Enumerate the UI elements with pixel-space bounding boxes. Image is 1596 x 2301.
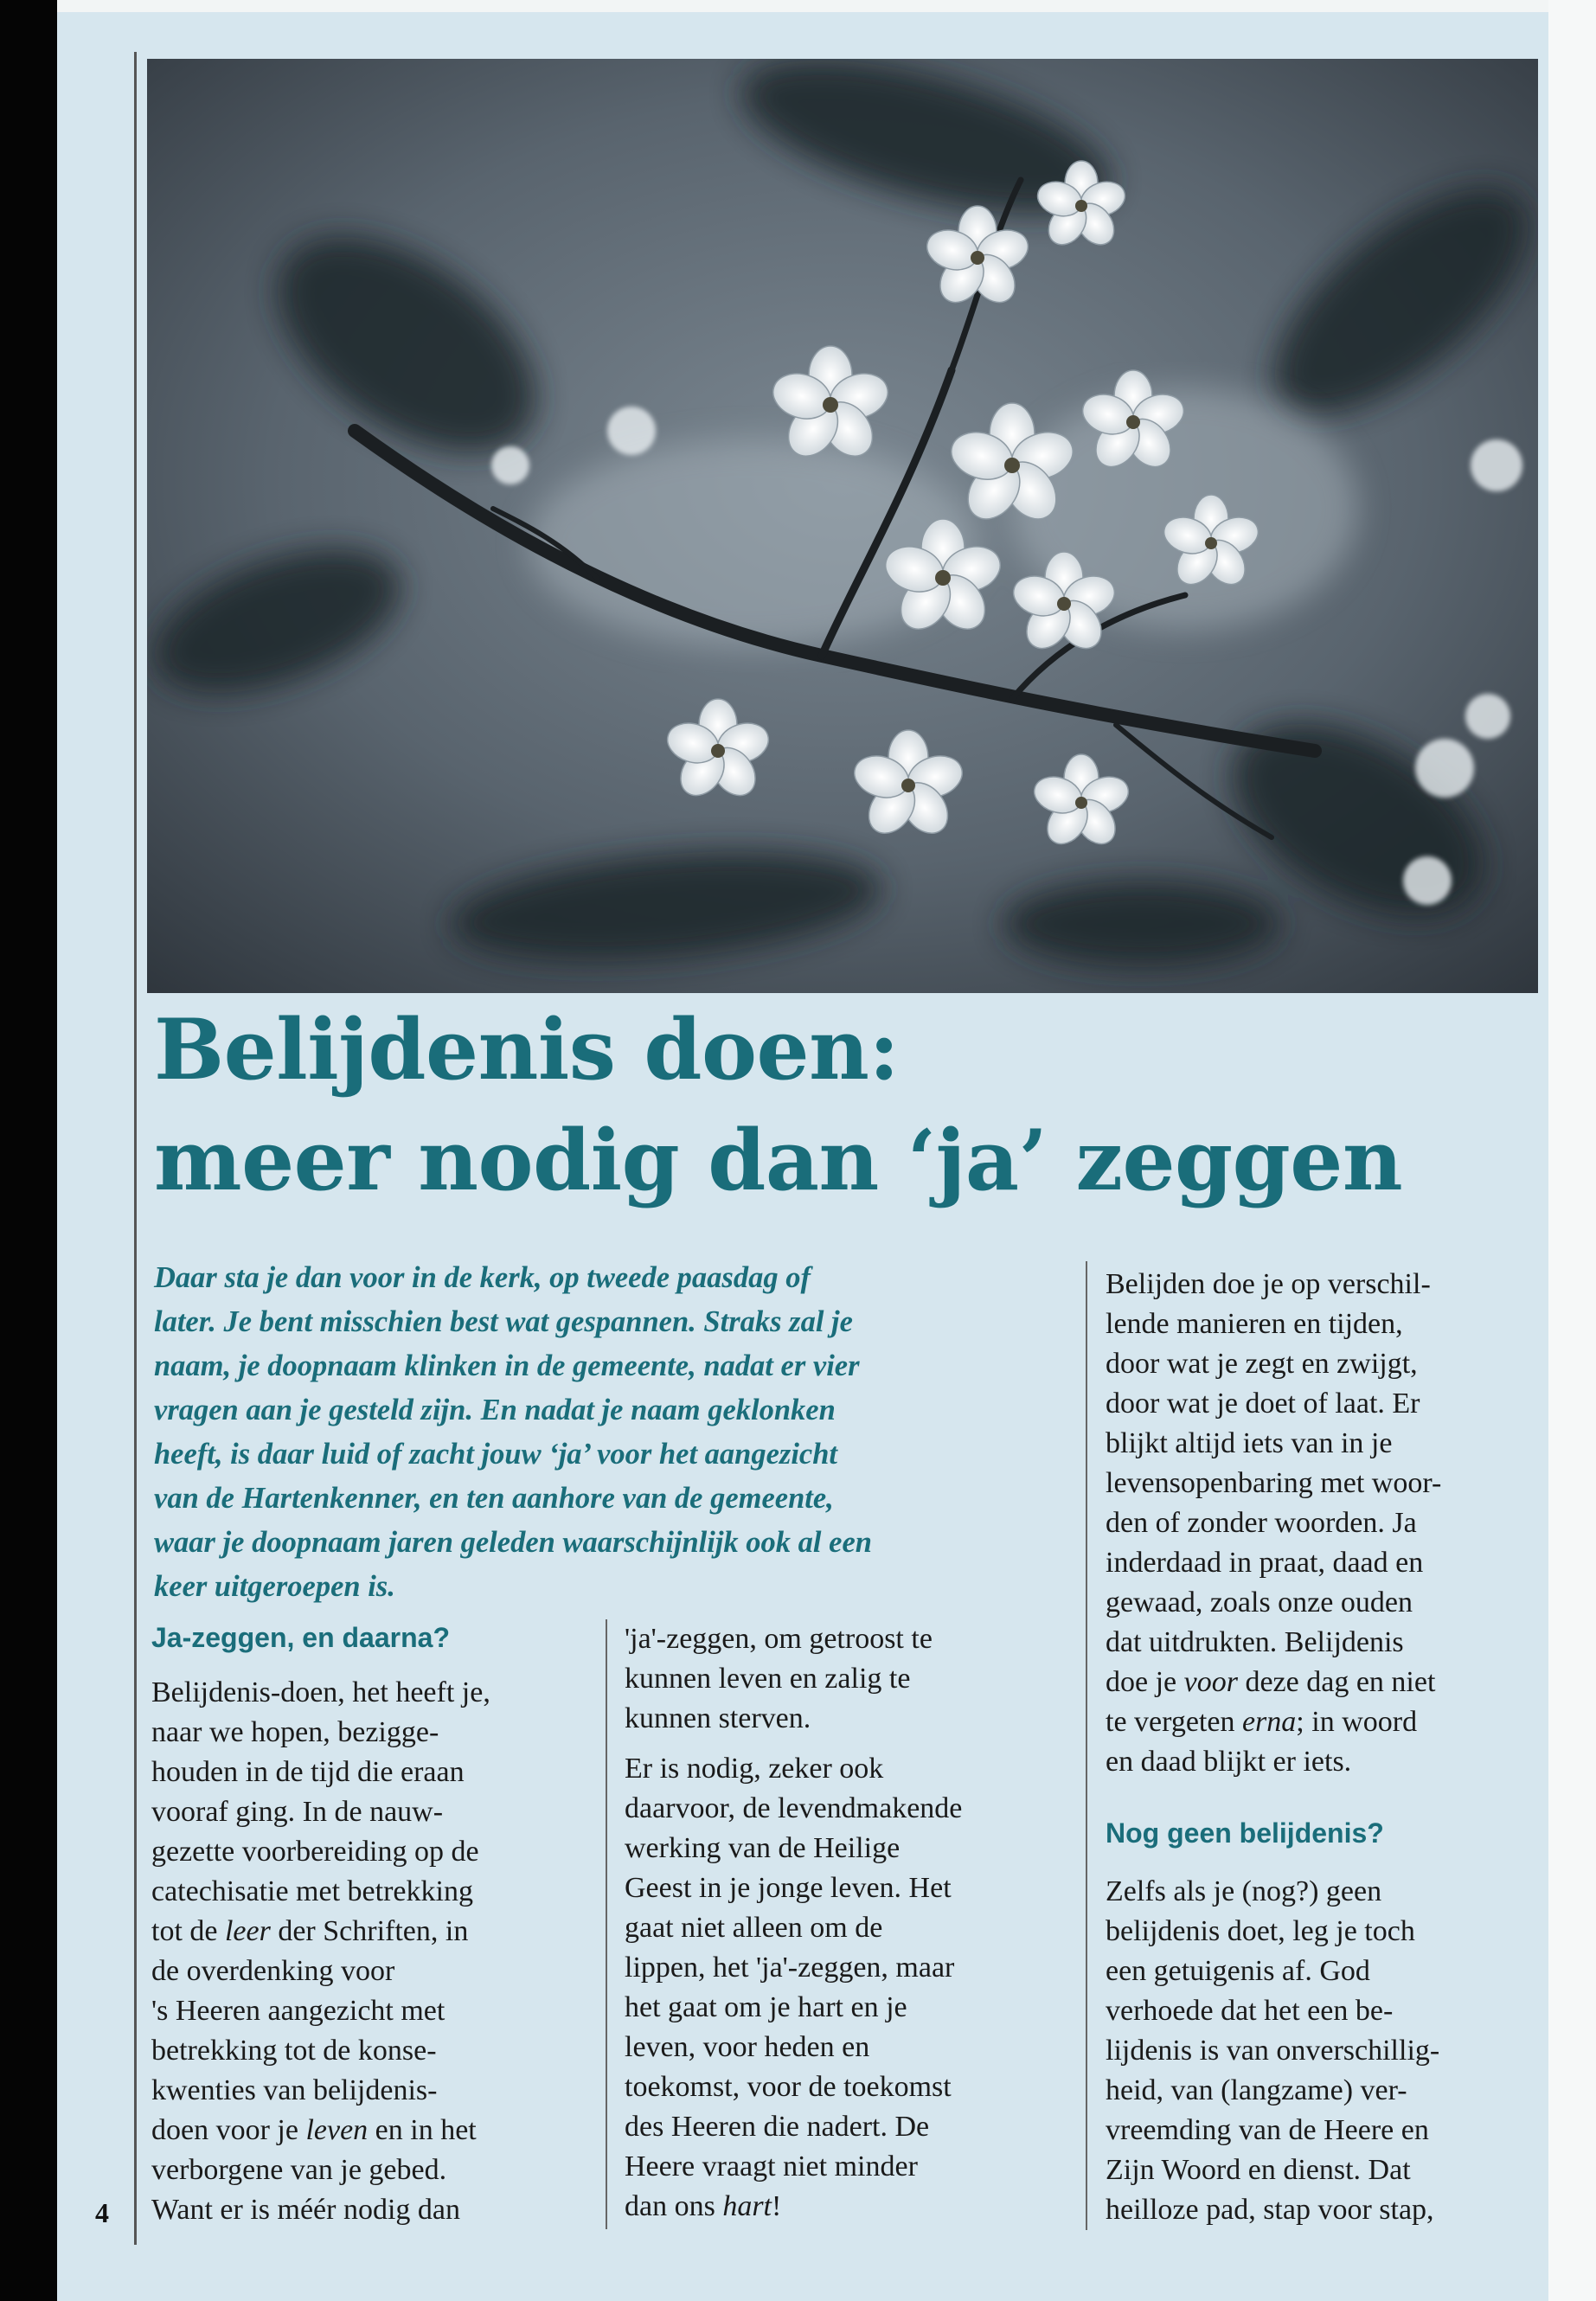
scan-edge-left bbox=[0, 0, 57, 2301]
text-column-1 bbox=[151, 1618, 584, 2230]
text-line: verborgene van je gebed. bbox=[151, 2154, 447, 2186]
text-line: leven, voor heden en bbox=[625, 2031, 870, 2063]
emphasis: hart bbox=[722, 2190, 772, 2222]
text-line: kunnen leven en zalig te bbox=[625, 1663, 911, 1695]
text-line bbox=[151, 1912, 584, 1952]
section-heading: Ja-zeggen, en daarna? bbox=[151, 1622, 450, 1653]
blossom-photo bbox=[147, 59, 1538, 993]
text-line: levensopenbaring met woor- bbox=[1106, 1467, 1442, 1499]
text-span: doen voor je bbox=[151, 2114, 306, 2146]
text-span: te vergeten bbox=[1106, 1706, 1242, 1738]
text-line: het gaat om je hart en je bbox=[625, 1991, 907, 2023]
text-span: ; in woord bbox=[1296, 1706, 1418, 1738]
text-line bbox=[1106, 1702, 1538, 1742]
text-line: 'ja'-zeggen, om getroost te bbox=[625, 1623, 933, 1655]
text-line: belijdenis doet, leg je toch bbox=[1106, 1915, 1415, 1947]
text-line: des Heeren die nadert. De bbox=[625, 2111, 930, 2143]
text-line bbox=[1106, 1663, 1538, 1702]
text-span: der Schriften, in bbox=[270, 1915, 469, 1947]
text-line: lijdenis is van onverschillig- bbox=[1106, 2035, 1440, 2067]
text-line: lende manieren en tijden, bbox=[1106, 1308, 1403, 1340]
text-line: heilloze pad, stap voor stap, bbox=[1106, 2194, 1434, 2226]
emphasis: erna bbox=[1241, 1706, 1297, 1738]
text-line: betrekking tot de konse- bbox=[151, 2035, 437, 2067]
text-line: Heere vraagt niet minder bbox=[625, 2150, 918, 2182]
emphasis: leven bbox=[305, 2114, 369, 2146]
page-number: 4 bbox=[95, 2197, 109, 2228]
text-span: tot de bbox=[151, 1915, 225, 1947]
text-line: lippen, het 'ja'-zeggen, maar bbox=[625, 1952, 955, 1984]
text-line: Belijdenis-doen, het heeft je, bbox=[151, 1676, 490, 1708]
text-line: Er is nodig, zeker ook bbox=[625, 1753, 884, 1785]
text-line bbox=[625, 2187, 1066, 2227]
scan-edge-top bbox=[57, 0, 1548, 12]
text-line: 's Heeren aangezicht met bbox=[151, 1995, 445, 2027]
text-column-2 bbox=[625, 1619, 1066, 2227]
text-line: inderdaad in praat, daad en bbox=[1106, 1547, 1424, 1579]
blossom-illustration bbox=[147, 59, 1538, 993]
text-line: Want er is méér nodig dan bbox=[151, 2194, 460, 2226]
margin-rule bbox=[134, 52, 137, 2245]
intro-lead bbox=[154, 1256, 1071, 1609]
text-span: dan ons bbox=[625, 2190, 723, 2222]
column-rule bbox=[606, 1619, 607, 2229]
text-line: vreemding van de Heere en bbox=[1106, 2114, 1429, 2146]
text-line: houden in de tijd die eraan bbox=[151, 1756, 465, 1788]
text-line: gaat niet alleen om de bbox=[625, 1912, 883, 1944]
emphasis: leer bbox=[224, 1915, 271, 1947]
intro-line: later. Je bent misschien best wat gespannen. Straks zal je bbox=[154, 1305, 853, 1338]
text-line: daarvoor, de levendmakende bbox=[625, 1792, 963, 1824]
intro-line: van de Hartenkenner, en ten aanhore van de gemeente, bbox=[154, 1482, 834, 1515]
text-line: kunnen sterven. bbox=[625, 1702, 811, 1734]
intro-line: naam, je doopnaam klinken in de gemeente, nadat er vier bbox=[154, 1349, 860, 1382]
text-line: een getuigenis af. God bbox=[1106, 1955, 1370, 1987]
intro-line: vragen aan je gesteld zijn. En nadat je naam geklonken bbox=[154, 1394, 836, 1426]
text-line: Belijden doe je op verschil- bbox=[1106, 1268, 1431, 1300]
text-line: gezette voorbereiding op de bbox=[151, 1836, 479, 1868]
text-line: Zijn Woord en dienst. Dat bbox=[1106, 2154, 1411, 2186]
text-line: den of zonder woorden. Ja bbox=[1106, 1507, 1417, 1539]
text-span: ! bbox=[772, 2190, 782, 2222]
scan-edge-right bbox=[1548, 0, 1596, 2301]
text-line: dat uitdrukten. Belijdenis bbox=[1106, 1626, 1404, 1658]
intro-line: heeft, is daar luid of zacht jouw ‘ja’ voor het aangezicht bbox=[154, 1438, 838, 1471]
text-line: werking van de Heilige bbox=[625, 1832, 901, 1864]
text-line: catechisatie met betrekking bbox=[151, 1875, 473, 1907]
text-span: doe je bbox=[1106, 1666, 1184, 1698]
page-title bbox=[154, 995, 1538, 1216]
text-line: Geest in je jonge leven. Het bbox=[625, 1872, 952, 1904]
text-line: kwenties van belijdenis- bbox=[151, 2074, 438, 2106]
emphasis: voor bbox=[1183, 1666, 1238, 1698]
intro-line: Daar sta je dan voor in de kerk, op tweede paasdag of bbox=[154, 1261, 811, 1294]
text-line: toekomst, voor de toekomst bbox=[625, 2071, 952, 2103]
text-line: heid, van (langzame) ver- bbox=[1106, 2074, 1407, 2106]
text-column-3 bbox=[1106, 1265, 1538, 2230]
text-span: deze dag en niet bbox=[1237, 1666, 1436, 1698]
column-rule bbox=[1086, 1261, 1087, 2230]
text-line: Zelfs als je (nog?) geen bbox=[1106, 1875, 1382, 1907]
text-line: door wat je zegt en zwijgt, bbox=[1106, 1348, 1418, 1380]
text-line: naar we hopen, bezigge- bbox=[151, 1716, 439, 1748]
text-span: en in het bbox=[368, 2114, 477, 2146]
text-line: de overdenking voor bbox=[151, 1955, 395, 1987]
text-line: blijkt altijd iets van in je bbox=[1106, 1427, 1393, 1459]
intro-line: keer uitgeroepen is. bbox=[154, 1570, 395, 1603]
text-line: vooraf ging. In de nauw- bbox=[151, 1796, 444, 1828]
title-line-1: Belijdenis doen: bbox=[154, 1001, 900, 1099]
title-line-2: meer nodig dan ‘ja’ zeggen bbox=[154, 1112, 1403, 1209]
text-line: door wat je doet of laat. Er bbox=[1106, 1388, 1420, 1420]
text-line: verhoede dat het een be- bbox=[1106, 1995, 1394, 2027]
section-heading: Nog geen belijdenis? bbox=[1106, 1817, 1384, 1849]
intro-line: waar je doopnaam jaren geleden waarschijnlijk ook al een bbox=[154, 1526, 872, 1559]
text-line bbox=[151, 2111, 584, 2150]
text-line: en daad blijkt er iets. bbox=[1106, 1746, 1352, 1778]
text-line: gewaad, zoals onze ouden bbox=[1106, 1586, 1413, 1618]
